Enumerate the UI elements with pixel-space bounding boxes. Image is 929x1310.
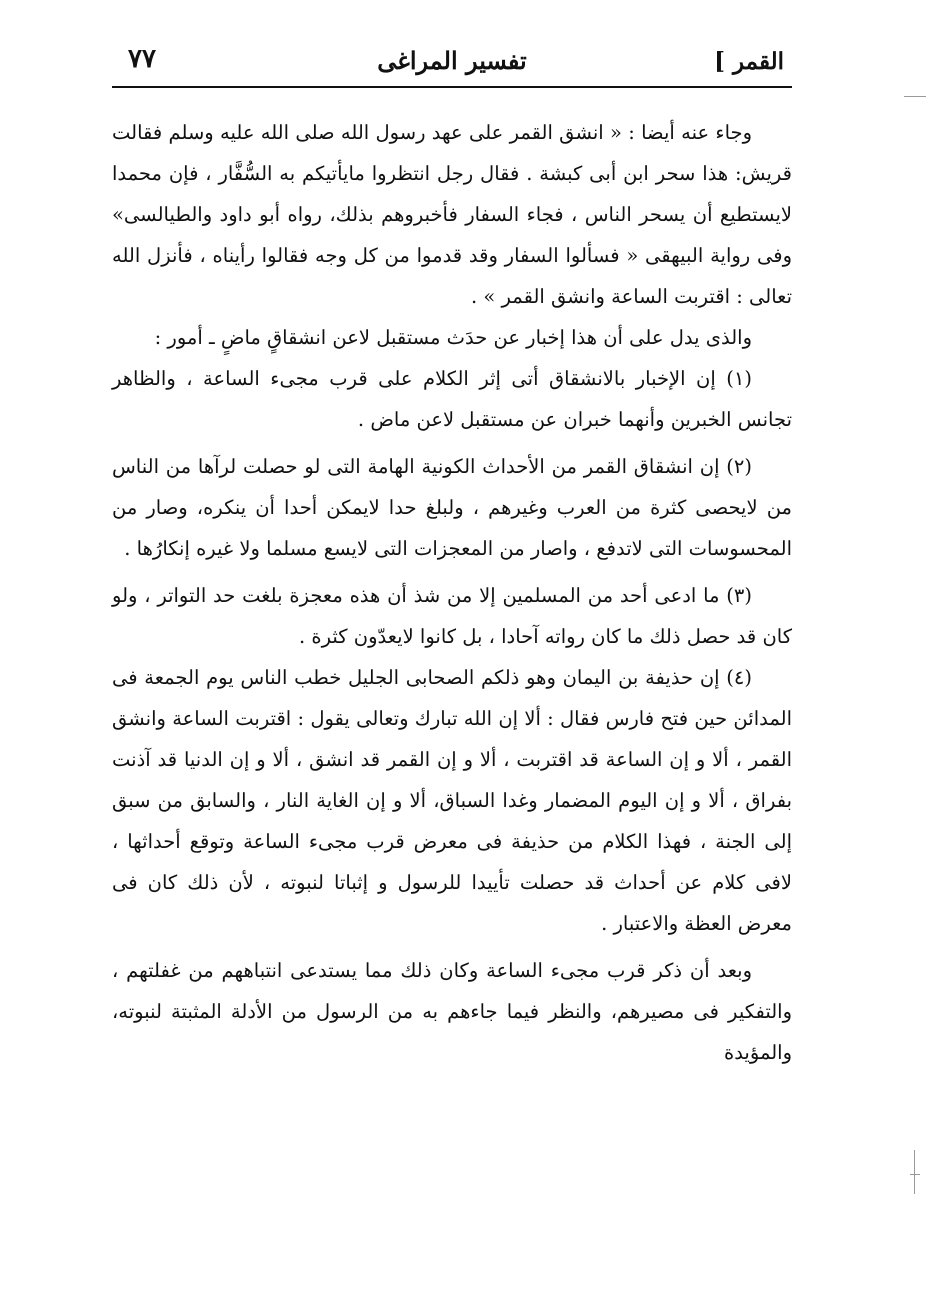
paragraph: والذى يدل على أن هذا إخبار عن حدَث مستقبل لاعن انشقاقٍ ماضٍ ـ أمور : [154, 326, 752, 349]
page-number: ٧٧ [128, 44, 156, 74]
paragraph: (١) إن الإخبار بالانشقاق أتى إثر الكلام على قرب مجىء الساعة ، والظاهر تجانس الخبرين وأنهما خبران عن مستقبل لاعن ماض . [112, 367, 792, 431]
scan-mark [914, 1150, 915, 1194]
body-text [112, 112, 792, 1073]
paragraph: (٢) إن انشقاق القمر من الأحداث الكونية الهامة التى لو حصلت لرآها من الناس من لايحصى كثرة من العرب وغيرهم ، ولبلغ حدا لايمكن أحدا أن ينكره، وصار من المحسوسات التى لاتدفع ، واصار من المعجزات التى لايسع مسلما ولا غيره إنكارُها . [112, 455, 792, 560]
page-header [112, 40, 792, 88]
paragraph: وبعد أن ذكر قرب مجىء الساعة وكان ذلك مما يستدعى انتباههم من غفلتهم ، والتفكير فى مصيرهم، والنظر فيما جاءهم به من الرسول من الأدلة المثبتة لنبوته، والمؤيدة [112, 959, 792, 1064]
scan-mark [910, 1174, 920, 1175]
section-title: القمر ] [714, 48, 784, 75]
scan-mark [904, 96, 926, 97]
paragraph: وجاء عنه أيضا : « انشق القمر على عهد رسول الله صلى الله عليه وسلم فقالت قريش: هذا سحر ابن أبى كبشة . فقال رجل انتظروا مايأتيكم به السُّفَّار ، فإن محمدا لايستطيع أن يسحر الناس ، فجاء السفار فأخبروهم بذلك، رواه أبو داود والطيالسى» وفى رواية البيهقى « فسألوا السفار وقد قدموا من كل وجه فقالوا رأيناه ، فأنزل الله تعالى : اقتربت الساعة وانشق القمر » . [112, 121, 792, 308]
paragraph: (٣) ما ادعى أحد من المسلمين إلا من شذ أن هذه معجزة بلغت حد التواتر ، ولو كان قد حصل ذلك ما كان رواته آحادا ، بل كانوا لايعدّون كثرة . [112, 584, 792, 648]
paragraph: (٤) إن حذيفة بن اليمان وهو ذلكم الصحابى الجليل خطب الناس يوم الجمعة فى المدائن حين فتح فارس فقال : ألا إن الله تبارك وتعالى يقول : اقتربت الساعة وانشق القمر ، ألا و إن الساعة قد اقتربت ، ألا و إن القمر قد انشق ، ألا و إن الدنيا قد آذنت بفراق ، ألا و إن اليوم المضمار وغدا السباق، ألا و إن الغاية النار ، والسابق من سبق إلى الجنة ، فهذا الكلام من حذيفة فى معرض قرب مجىء الساعة وتوقع أحداثها ، لافى كلام عن أحداث قد حصلت تأييدا للرسول و إثباتا لنبوته ، لأن ذلك كان فى معرض العظة والاعتبار . [112, 666, 792, 935]
book-title: تفسير المراغى [377, 46, 527, 75]
